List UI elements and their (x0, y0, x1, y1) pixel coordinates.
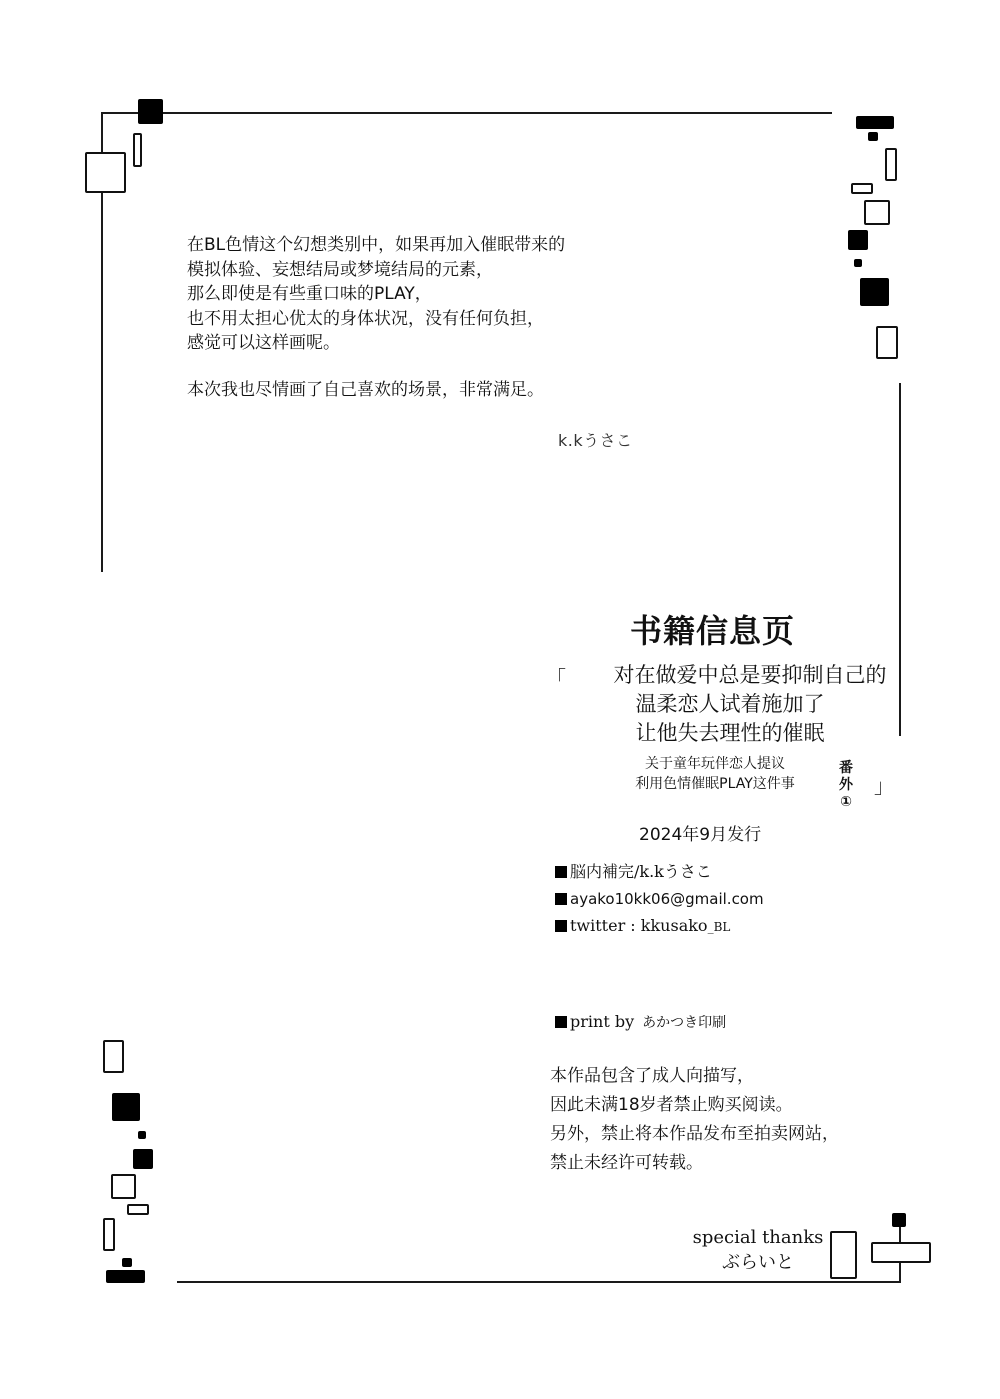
deco-dot-filled (138, 1131, 146, 1139)
deco-dot-filled (868, 132, 878, 141)
deco-dot-filled (122, 1258, 132, 1267)
deco-square-filled (112, 1093, 140, 1121)
book-subtitle (610, 754, 820, 794)
bracket-close: 」 (874, 774, 894, 798)
age-notice (550, 1062, 839, 1178)
deco-square-outline (85, 152, 126, 193)
frame-bottom-line (177, 1281, 901, 1283)
notice-line: 因此未满18岁者禁止购买阅读。 (550, 1095, 793, 1115)
thanks-label: special thanks (692, 1227, 824, 1248)
notice-line: 禁止未经许可转载。 (550, 1153, 703, 1173)
deco-bar-outline-horizontal (851, 183, 873, 194)
afterword-line: 也不用太担心优太的身体状况，没有任何负担， (187, 308, 544, 329)
afterword-line: 本次我也尽情画了自己喜欢的场景，非常满足。 (187, 379, 544, 400)
credit-printer (555, 1012, 726, 1032)
deco-bar-filled (856, 116, 894, 129)
credits (555, 860, 764, 941)
deco-square-filled (848, 230, 868, 250)
deco-bar-outline (830, 1231, 857, 1279)
credit-twitter (555, 914, 764, 941)
frame-top-line (102, 112, 832, 114)
deco-bar-outline (103, 1040, 124, 1073)
thanks-name: ぶらいと (722, 1252, 794, 1273)
notice-line: 另外，禁止将本作品发布至拍卖网站， (550, 1124, 839, 1144)
bracket-open: 「 (546, 666, 566, 690)
square-bullet-icon (555, 866, 567, 878)
afterword (187, 233, 565, 402)
extra-edition-label (837, 760, 855, 811)
book-title (560, 661, 900, 748)
release-date: 2024年9月发行 (639, 825, 762, 845)
afterword-line: 感觉可以这样画呢。 (187, 333, 340, 353)
notice-line: 本作品包含了成人向描写， (550, 1066, 754, 1086)
twitter-handle-suffix[interactable]: _BL (707, 920, 731, 934)
deco-bar-outline-horizontal (871, 1242, 931, 1263)
deco-square-filled (133, 1149, 153, 1169)
book-title-line: 温柔恋人试着施加了 (635, 692, 825, 716)
deco-square-outline (111, 1174, 136, 1199)
deco-bar-outline-horizontal (127, 1204, 149, 1215)
extra-label-char: 外 (839, 777, 853, 793)
deco-bar-outline (885, 148, 897, 181)
book-title-line: 对在做爱中总是要抑制自己的 (613, 663, 887, 687)
circle-name: 脳内補完/k.kうさこ (570, 862, 712, 881)
deco-dot-filled (854, 259, 862, 267)
square-bullet-icon (555, 893, 567, 905)
deco-square-filled (892, 1213, 906, 1227)
square-bullet-icon (555, 920, 567, 932)
print-label: print by (570, 1012, 635, 1031)
extra-label-char: ① (840, 794, 852, 810)
book-subtitle-line: 利用色情催眠PLAY这件事 (635, 776, 795, 792)
deco-bar-outline (133, 133, 142, 167)
book-title-line: 让他失去理性的催眠 (635, 721, 825, 745)
deco-bar-filled (106, 1270, 145, 1283)
printer-name: あかつき印刷 (642, 1015, 727, 1031)
author-signature: k.kうさこ (558, 431, 633, 450)
deco-bar-outline (876, 326, 898, 359)
email-address[interactable]: ayako10kk06@gmail.com (570, 890, 764, 908)
afterword-line: 那么即使是有些重口味的PLAY， (187, 284, 432, 304)
extra-label-char: 番 (839, 760, 853, 776)
credit-email (555, 887, 764, 914)
book-subtitle-line: 关于童年玩伴恋人提议 (645, 756, 785, 772)
deco-square-outline (864, 200, 890, 225)
deco-square-filled (860, 278, 889, 306)
twitter-handle[interactable]: twitter : kkusako (570, 916, 708, 935)
square-bullet-icon (555, 1016, 567, 1028)
credit-circle (555, 860, 764, 887)
deco-bar-outline (103, 1218, 115, 1251)
afterword-line: 模拟体验、妄想结局或梦境结局的元素， (187, 259, 493, 280)
page-title: 书籍信息页 (630, 612, 796, 650)
special-thanks (690, 1225, 826, 1275)
deco-square-filled (138, 99, 163, 124)
afterword-line: 在BL色情这个幻想类别中，如果再加入催眠带来的 (187, 235, 566, 255)
